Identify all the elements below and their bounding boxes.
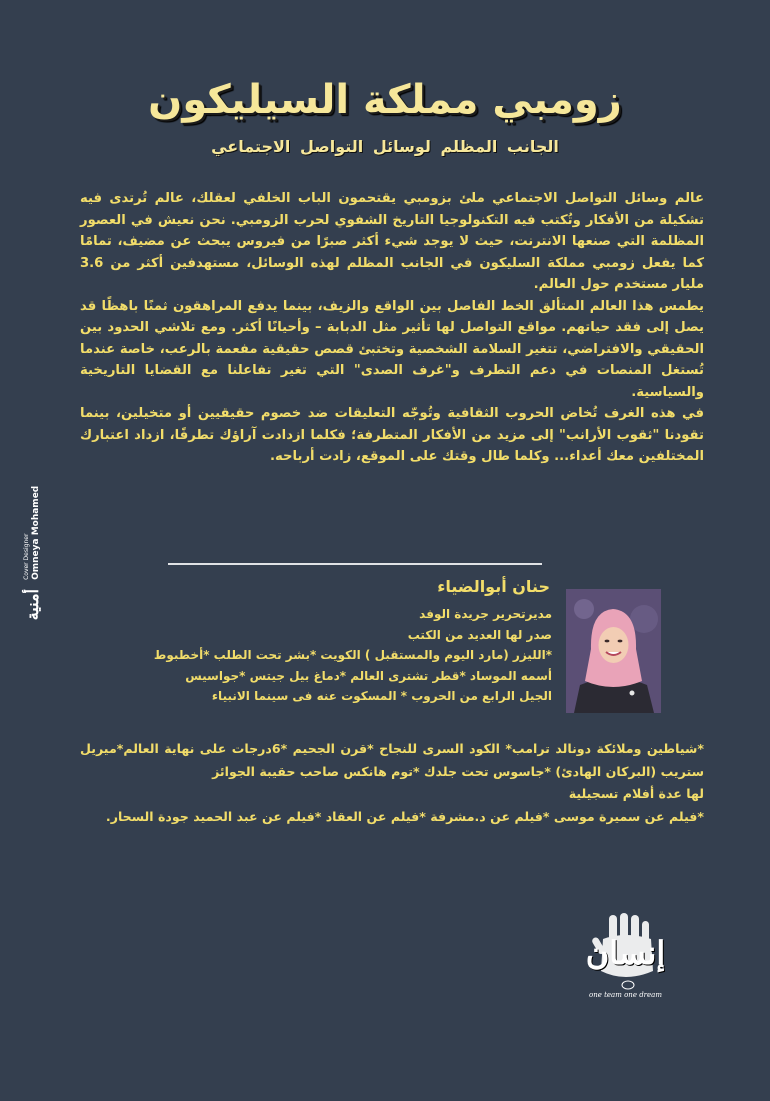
author-bio-line: مديرتحرير جريدة الوفد (419, 607, 552, 621)
synopsis-paragraph: في هذه الغرف تُخاض الحروب الثقافية وتُوجّه التعليقات ضد خصوم حقيقيين أو متخيلين، بينما تقودنا "ثقوب الأرانب" إلى مزيد من الأفكار المتطرفة؛ فكلما ازدادت آراؤك تطرفًا، ازداد اعتبارك المختلفين معك أعداء... وكلما طال وقتك على الموقع، زادت أرباحه. (80, 406, 704, 464)
author-works-line: لها عدة أفلام تسجيلية (568, 786, 704, 801)
publisher-logo (573, 913, 678, 1005)
author-bio-line: أسمه الموساد *قطر تشترى العالم *دماغ بيل جيتس *جواسيس (185, 668, 552, 683)
section-divider (168, 563, 542, 565)
author-bio-line: الجيل الرابع من الحروب * المسكوت عنه فى سينما الانبياء (211, 689, 552, 703)
book-subtitle: الجانب المظلم لوسائل التواصل الاجتماعي (211, 137, 559, 156)
author-works (80, 738, 704, 828)
synopsis (80, 188, 704, 468)
synopsis-paragraph: عالم وسائل التواصل الاجتماعي ملئ بزومبي يقتحمون الباب الخلفي لعقلك، عالم تُرتدى فيه تشكيلة من الأفكار وتُكتب فيه التكنولوجيا التاريخ الشفوي لحرب الزومبي. نحن نعيش في العصور المظلمة التي صنعها الانترنت، حيث لا يوجد شيء أكثر صبرًا من فيروس يبحث عن مضيف، تمامًا كما يفعل زومبي مملكة السليكون في الجانب المظلم لهذه الوسائل، مستهدفين أكثر من 3.6 مليار مستخدم حول العالم. (80, 191, 704, 292)
publisher-tagline: one team one dream (589, 991, 662, 999)
cover-designer-credit (22, 458, 56, 648)
author-works-line: *شياطين وملائكة دونالد ترامب* الكود السرى للنجاح *قرن الجحيم *6درجات على نهاية العالم*ميريل ستريب (البركان الهادئ) *جاسوس تحت جلدك *توم هانكس صاحب حقيبة الجوائز (80, 741, 705, 779)
book-title: زومبي مملكة السيليكون (148, 77, 622, 123)
designer-name: Omneya Mohamed (31, 485, 41, 580)
author-bio-line: *الليزر (مارد اليوم والمستقبل ) الكويت *بشر تحت الطلب *أخطبوط (153, 648, 552, 662)
designer-signature: أمنية (23, 589, 42, 621)
author-works-line: *فيلم عن سميرة موسى *فيلم عن د.مشرفة *فيلم عن العقاد *فيلم عن عبد الحميد جودة السحار. (105, 808, 704, 824)
synopsis-paragraph: يطمس هذا العالم المتألق الخط الفاصل بين الواقع والزيف، بينما يدفع المراهقون ثمنًا باهظًا قد يصل إلى فقد حياتهم. مواقع التواصل لها تأثير مثل الدبابة – وأحيانًا أكثر. ومع تلاشي الحدود بين الحقيقي والافتراضي، تتغير السلامة الشخصية وتختبئ قصص حقيقية مفعمة بالرعب، خاصة عندما تُستغل المنصات في دعم التطرف و"غرف الصدى" التي تغير تفاعلنا مع القضايا التاريخية والسياسية. (80, 298, 704, 400)
author-name: حنان أبوالضياء (437, 577, 550, 596)
designer-label: Cover Designer (23, 533, 30, 580)
author-bio (153, 604, 552, 707)
author-portrait-icon (566, 589, 661, 713)
author-photo (566, 589, 661, 713)
publisher-name: إنسان (585, 934, 666, 972)
author-bio-line: صدر لها العديد من الكتب (407, 627, 552, 642)
